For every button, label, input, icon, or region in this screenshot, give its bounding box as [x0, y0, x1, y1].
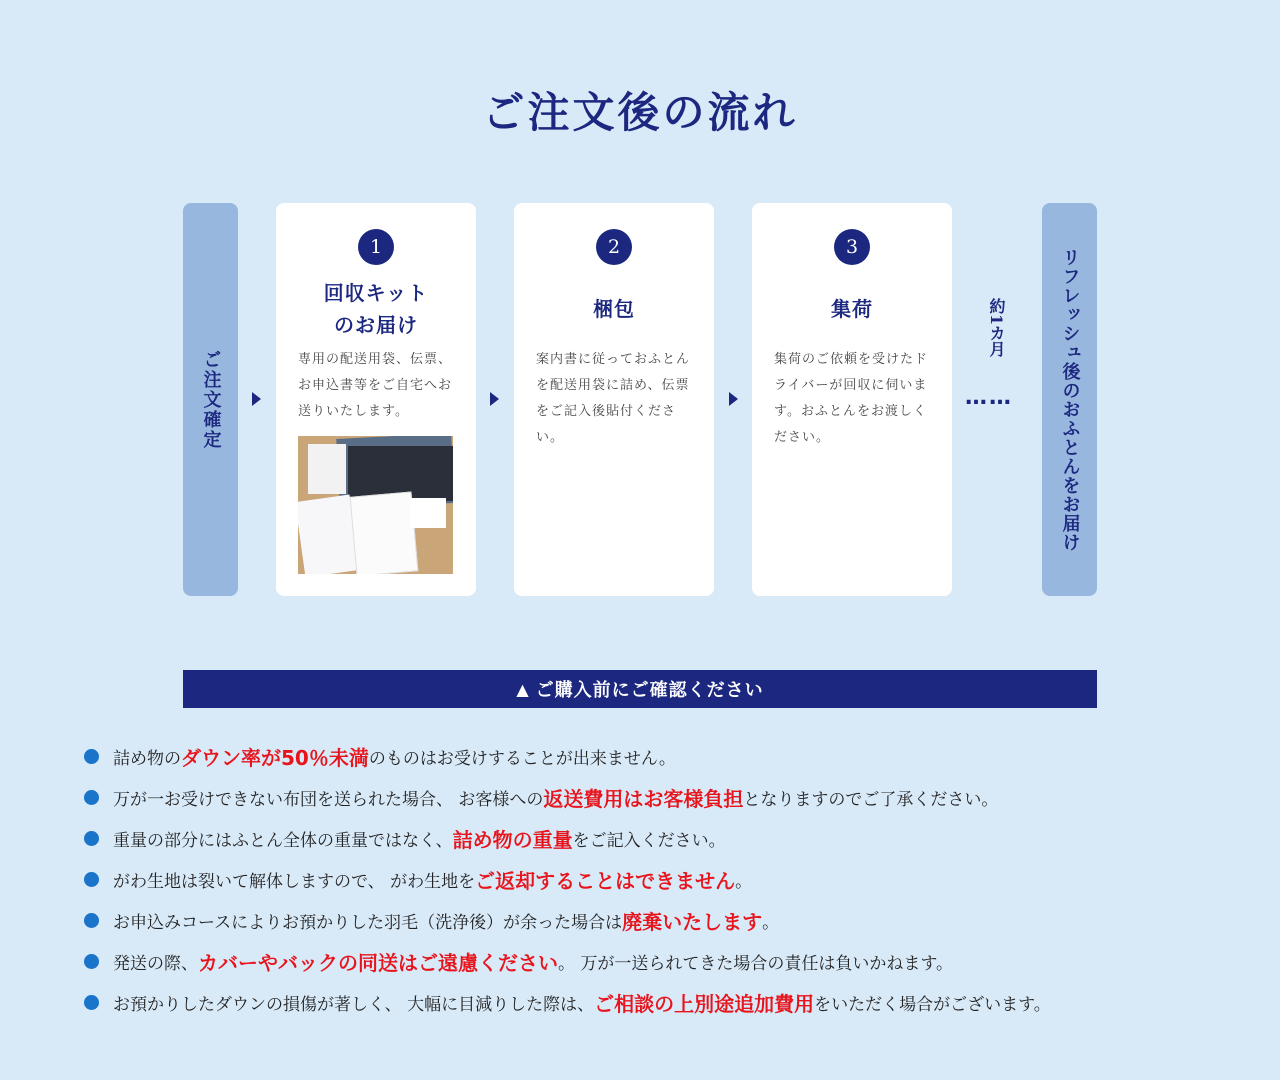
duration-label: 約1カ月	[987, 298, 1006, 358]
arrow-right-icon	[252, 392, 261, 406]
bullet-icon	[84, 749, 99, 764]
page-title: ご注文後の流れ	[482, 88, 798, 137]
note-highlight: ご相談の上別途追加費用	[594, 992, 815, 1016]
arrow-right-icon	[729, 392, 738, 406]
note-text: をいただく場合がございます。	[814, 995, 1051, 1015]
delivery-panel	[1042, 203, 1097, 596]
list-item	[84, 982, 1254, 1023]
bullet-icon	[84, 790, 99, 805]
note-text: 万が一お受けできない布団を送られた場合、 お客様への	[113, 790, 544, 810]
list-item	[84, 859, 1254, 900]
note-text: をご記入ください。	[572, 831, 726, 851]
step-card-1	[276, 203, 476, 596]
note-highlight: ご返却することはできません	[475, 869, 736, 893]
note-text: 。	[735, 872, 753, 892]
step-card-2	[514, 203, 714, 596]
bullet-icon	[84, 954, 99, 969]
note-text: お預かりしたダウンの損傷が著しく、 大幅に目減りした際は、	[113, 995, 595, 1015]
dotted-connector: ……	[965, 385, 1013, 410]
bullet-icon	[84, 913, 99, 928]
delivery-label: リフレッシュ後のおふとんをお届け	[1059, 247, 1081, 552]
step-description: 専用の配送用袋、伝票、お申込書等をご自宅へお送りいたします。	[298, 352, 453, 419]
note-text: 。 万が一送られてきた場合の責任は負いかねます。	[558, 954, 954, 974]
notes-list	[84, 736, 1254, 1023]
note-text: となりますのでご了承ください。	[743, 790, 999, 810]
note-highlight: 返送費用はお客様負担	[543, 787, 744, 811]
bullet-icon	[84, 831, 99, 846]
step-card-3	[752, 203, 952, 596]
list-item	[84, 941, 1254, 982]
step-title-line2: のお届け	[334, 313, 418, 337]
collection-kit-photo	[298, 436, 453, 574]
note-text: 重量の部分にはふとん全体の重量ではなく、	[113, 831, 453, 851]
notice-banner	[183, 670, 1097, 708]
note-highlight: 廃棄いたします	[622, 910, 763, 934]
step-title: 梱包	[593, 297, 635, 321]
step-number-badge: 2	[596, 229, 632, 265]
step-title-line1: 回収キット	[323, 281, 429, 305]
bullet-icon	[84, 995, 99, 1010]
note-highlight: 詰め物の重量	[452, 828, 573, 852]
order-confirmed-panel	[183, 203, 238, 596]
order-confirmed-label: ご注文確定	[200, 349, 222, 450]
list-item	[84, 818, 1254, 859]
warning-icon: ▲	[516, 679, 530, 699]
notice-text: ご購入前にご確認ください	[535, 680, 764, 701]
list-item	[84, 900, 1254, 941]
note-highlight: カバーやバックの同送はご遠慮ください	[198, 951, 558, 975]
list-item	[84, 777, 1254, 818]
step-description: 案内書に従っておふとんを配送用袋に詰め、伝票をご記入後貼付ください。	[536, 352, 691, 445]
list-item	[84, 736, 1254, 777]
note-text: 発送の際、	[113, 954, 198, 974]
step-title: 集荷	[831, 297, 873, 321]
bullet-icon	[84, 872, 99, 887]
note-text: 。	[762, 913, 780, 933]
step-description: 集荷のご依頼を受けたドライバーが回収に伺います。おふとんをお渡しください。	[774, 352, 929, 445]
step-title	[276, 277, 476, 341]
note-text: お申込みコースによりお預かりした羽毛（洗浄後）が余った場合は	[113, 913, 623, 933]
note-text: がわ生地は裂いて解体しますので、 がわ生地を	[113, 872, 476, 892]
note-highlight: ダウン率が50％未満	[181, 746, 369, 770]
note-text: 詰め物の	[113, 749, 181, 769]
step-number-badge: 1	[358, 229, 394, 265]
note-text: のものはお受けすることが出来ません。	[368, 749, 676, 769]
arrow-right-icon	[490, 392, 499, 406]
step-number-badge: 3	[834, 229, 870, 265]
